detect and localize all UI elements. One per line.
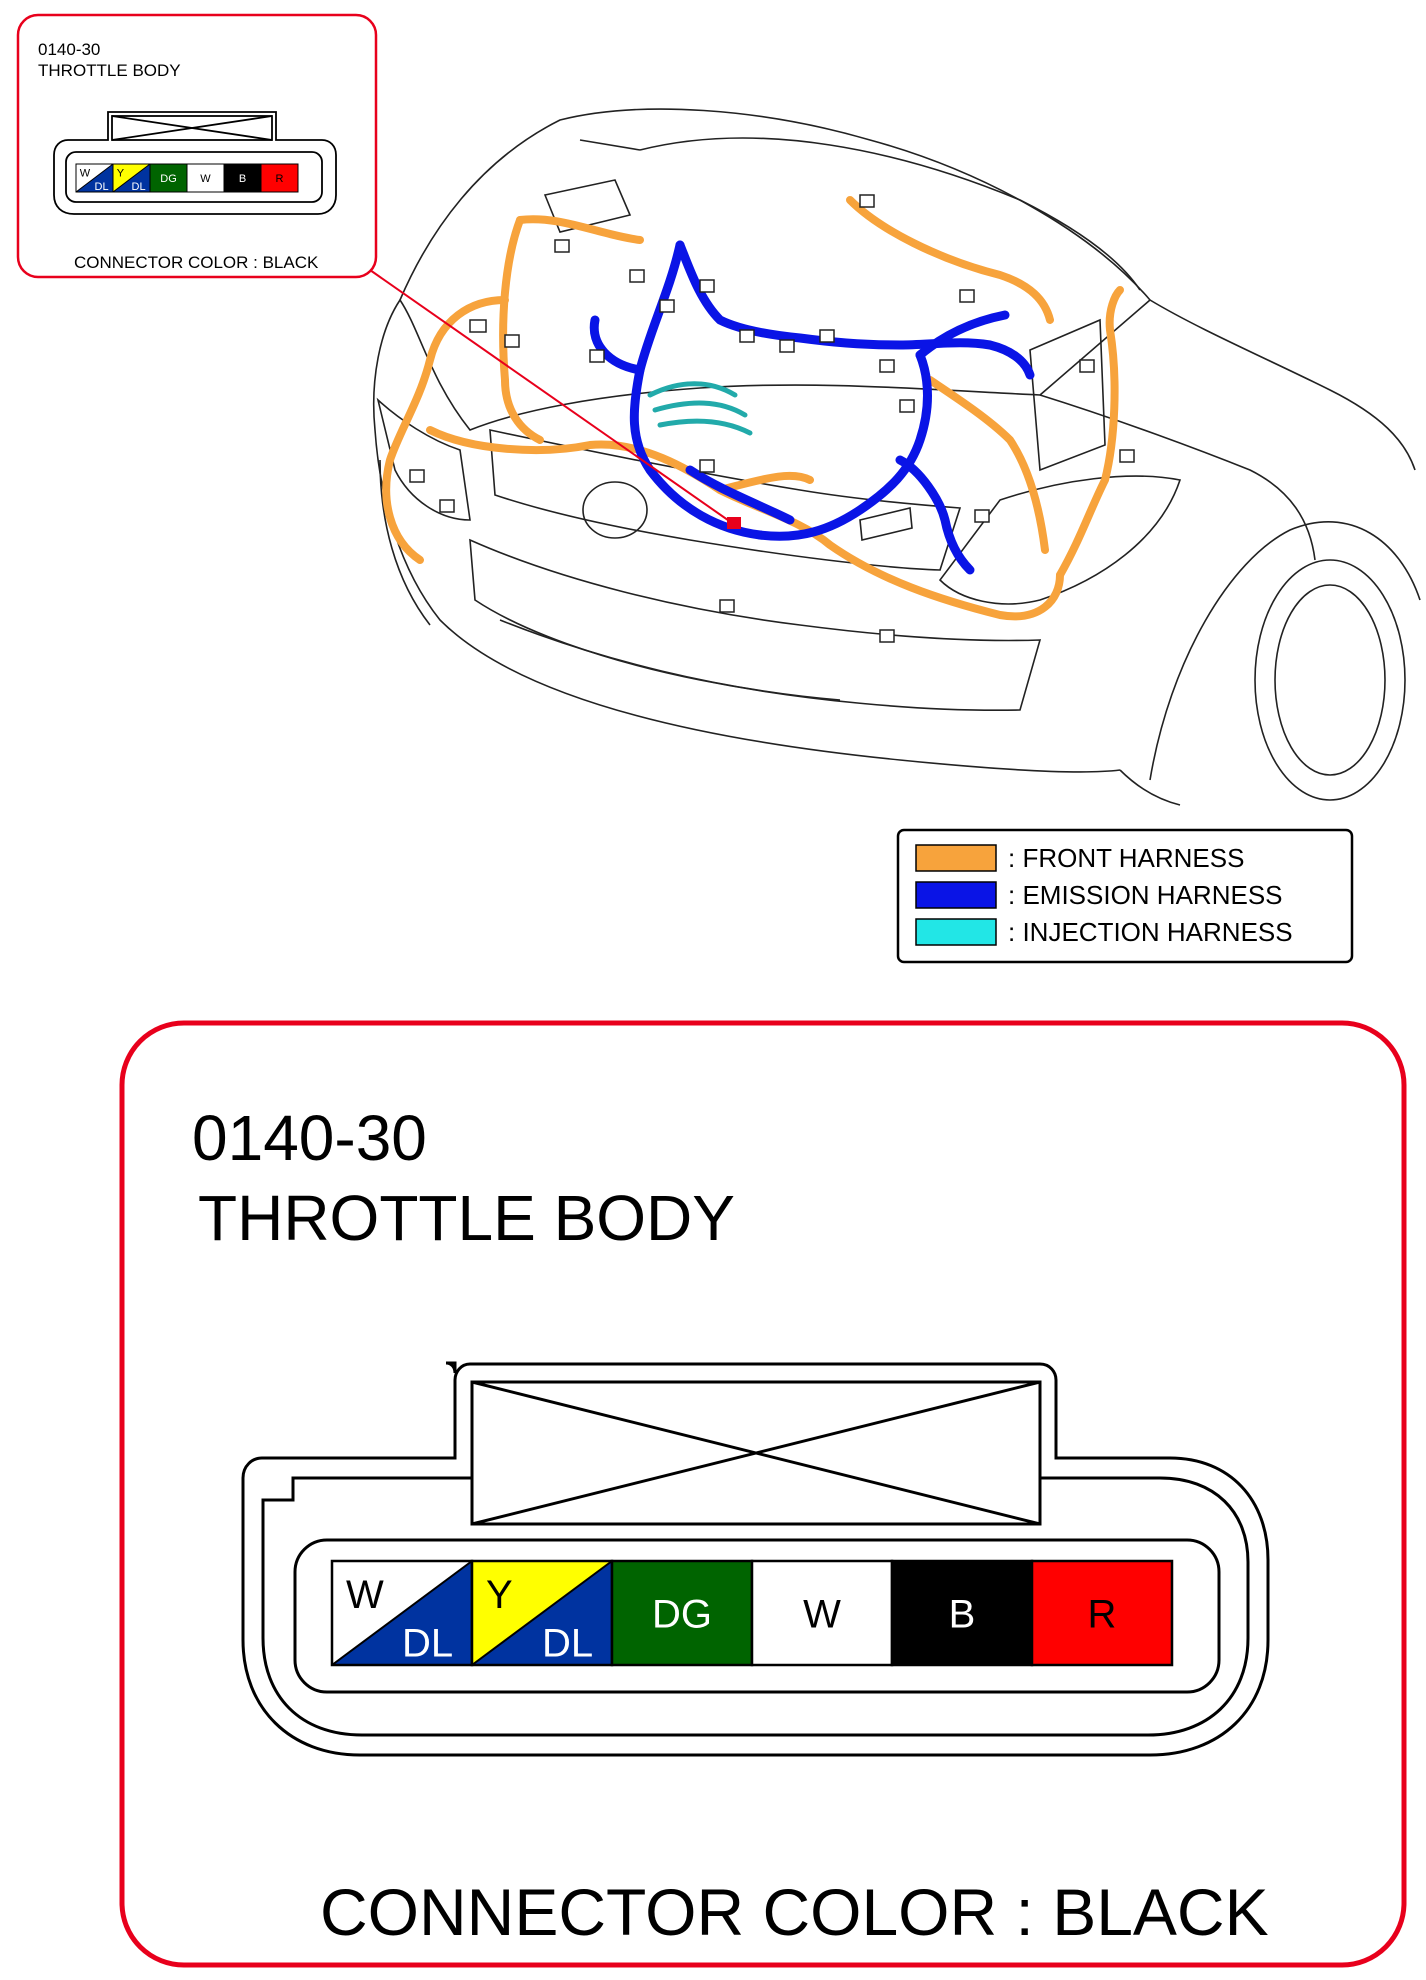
terminal-2-bottom-label: DL xyxy=(542,1621,594,1666)
terminal-6-label: R xyxy=(275,172,284,185)
inset-terminal-row xyxy=(76,164,298,193)
terminal-1-bottom-label: DL xyxy=(402,1621,454,1666)
terminal-2-bottom-label: DL xyxy=(131,180,146,193)
terminal-4 xyxy=(752,1561,892,1665)
legend-swatch-injection xyxy=(916,919,996,945)
terminal-4-label: W xyxy=(200,172,211,185)
inset-code: 0140-30 xyxy=(38,40,101,59)
terminal-3-label: DG xyxy=(652,1592,712,1637)
terminal-1-top-label: W xyxy=(346,1572,384,1617)
inset-callout xyxy=(18,15,376,277)
legend-label-emission: : EMISSION HARNESS xyxy=(1008,880,1283,910)
terminal-1 xyxy=(76,164,113,193)
terminal-3 xyxy=(150,164,187,192)
harness-legend xyxy=(898,830,1352,962)
terminal-2 xyxy=(472,1561,612,1666)
leader-line xyxy=(370,270,735,525)
terminal-6 xyxy=(261,164,298,192)
inset-connector-color: CONNECTOR COLOR : BLACK xyxy=(74,253,319,272)
front-harness xyxy=(386,200,1120,616)
terminal-3 xyxy=(612,1561,752,1665)
throttle-body-marker xyxy=(727,517,741,529)
detail-code: 0140-30 xyxy=(192,1102,427,1174)
legend-swatch-front xyxy=(916,845,996,871)
legend-swatch-emission xyxy=(916,882,996,908)
detail-connector-color: CONNECTOR COLOR : BLACK xyxy=(320,1875,1269,1949)
injection-harness xyxy=(650,384,750,433)
legend-label-front: : FRONT HARNESS xyxy=(1008,843,1245,873)
terminal-1 xyxy=(332,1561,472,1666)
terminal-5 xyxy=(892,1561,1032,1665)
terminal-1-bottom-label: DL xyxy=(94,180,109,193)
terminal-2-top-label: Y xyxy=(116,167,125,180)
terminal-3-label: DG xyxy=(160,172,177,185)
terminal-6-label: R xyxy=(1087,1592,1117,1637)
detail-callout xyxy=(122,1023,1404,1965)
detail-title: THROTTLE BODY xyxy=(198,1182,735,1254)
terminal-5 xyxy=(224,164,261,192)
detail-terminal-row xyxy=(332,1561,1172,1666)
inset-title: THROTTLE BODY xyxy=(38,61,181,80)
terminal-2-top-label: Y xyxy=(486,1572,513,1617)
terminal-1-top-label: W xyxy=(79,167,91,180)
terminal-4-label: W xyxy=(803,1592,841,1637)
terminal-2 xyxy=(113,164,150,193)
terminal-5-label: B xyxy=(948,1592,976,1637)
terminal-4 xyxy=(187,164,224,192)
terminal-6 xyxy=(1032,1561,1172,1665)
legend-label-injection: : INJECTION HARNESS xyxy=(1008,917,1293,947)
terminal-5-label: B xyxy=(238,172,247,185)
